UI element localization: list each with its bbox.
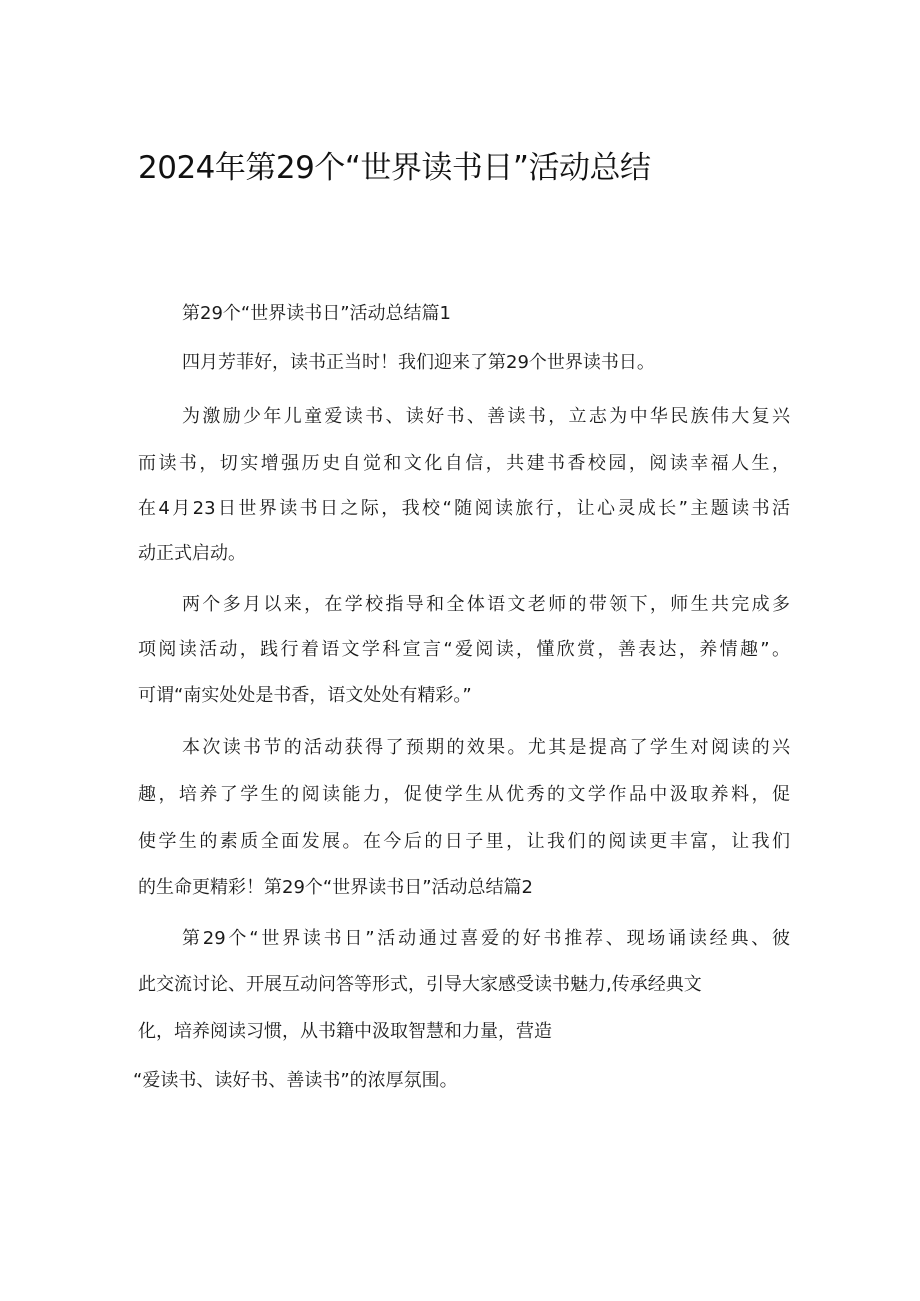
paragraph-line: 的生命更精彩！第29个“世界读书日”活动总结篇2 [138, 877, 534, 898]
paragraph-line: 使学生的素质全面发展。在今后的日子里，让我们的阅读更丰富，让我们 [138, 831, 790, 852]
paragraph-line: 动正式启动。 [138, 543, 246, 564]
paragraph-line: 而读书，切实增强历史自觉和文化自信，共建书香校园，阅读幸福人生， [138, 453, 790, 474]
paragraph-line: 为激励少年儿童爱读书、读好书、善读书，立志为中华民族伟大复兴 [182, 406, 790, 427]
paragraph-line: 趣，培养了学生的阅读能力，促使学生从优秀的文学作品中汲取养料，促 [138, 784, 790, 805]
paragraph-line: 第29个“世界读书日”活动通过喜爱的好书推荐、现场诵读经典、彼 [182, 928, 790, 949]
paragraph-line: 本次读书节的活动获得了预期的效果。尤其是提高了学生对阅读的兴 [182, 737, 790, 758]
paragraph-line: 两个多月以来，在学校指导和全体语文老师的带领下，师生共完成多 [182, 594, 790, 615]
paragraph-line: 此交流讨论、开展互动问答等形式，引导大家感受读书魅力,传承经典文 [138, 974, 702, 995]
paragraph-line: 化，培养阅读习惯，从书籍中汲取智慧和力量，营造 [138, 1021, 552, 1042]
paragraph-line: 四月芳菲好，读书正当时！我们迎来了第29个世界读书日。 [182, 352, 655, 373]
document-title: 2024年第29个“世界读书日”活动总结 [138, 150, 651, 186]
paragraph-line: 项阅读活动，践行着语文学科宣言“爱阅读，懂欣赏，善表达，养情趣”。 [138, 639, 790, 660]
paragraph-line: “爱读书、读好书、善读书”的浓厚氛围。 [133, 1070, 458, 1091]
section-heading-1: 第29个“世界读书日”活动总结篇1 [182, 303, 452, 324]
paragraph-line: 可谓“南实处处是书香，语文处处有精彩。” [138, 685, 472, 706]
paragraph-line: 在4月23日世界读书日之际，我校“随阅读旅行，让心灵成长”主题读书活 [138, 498, 790, 519]
